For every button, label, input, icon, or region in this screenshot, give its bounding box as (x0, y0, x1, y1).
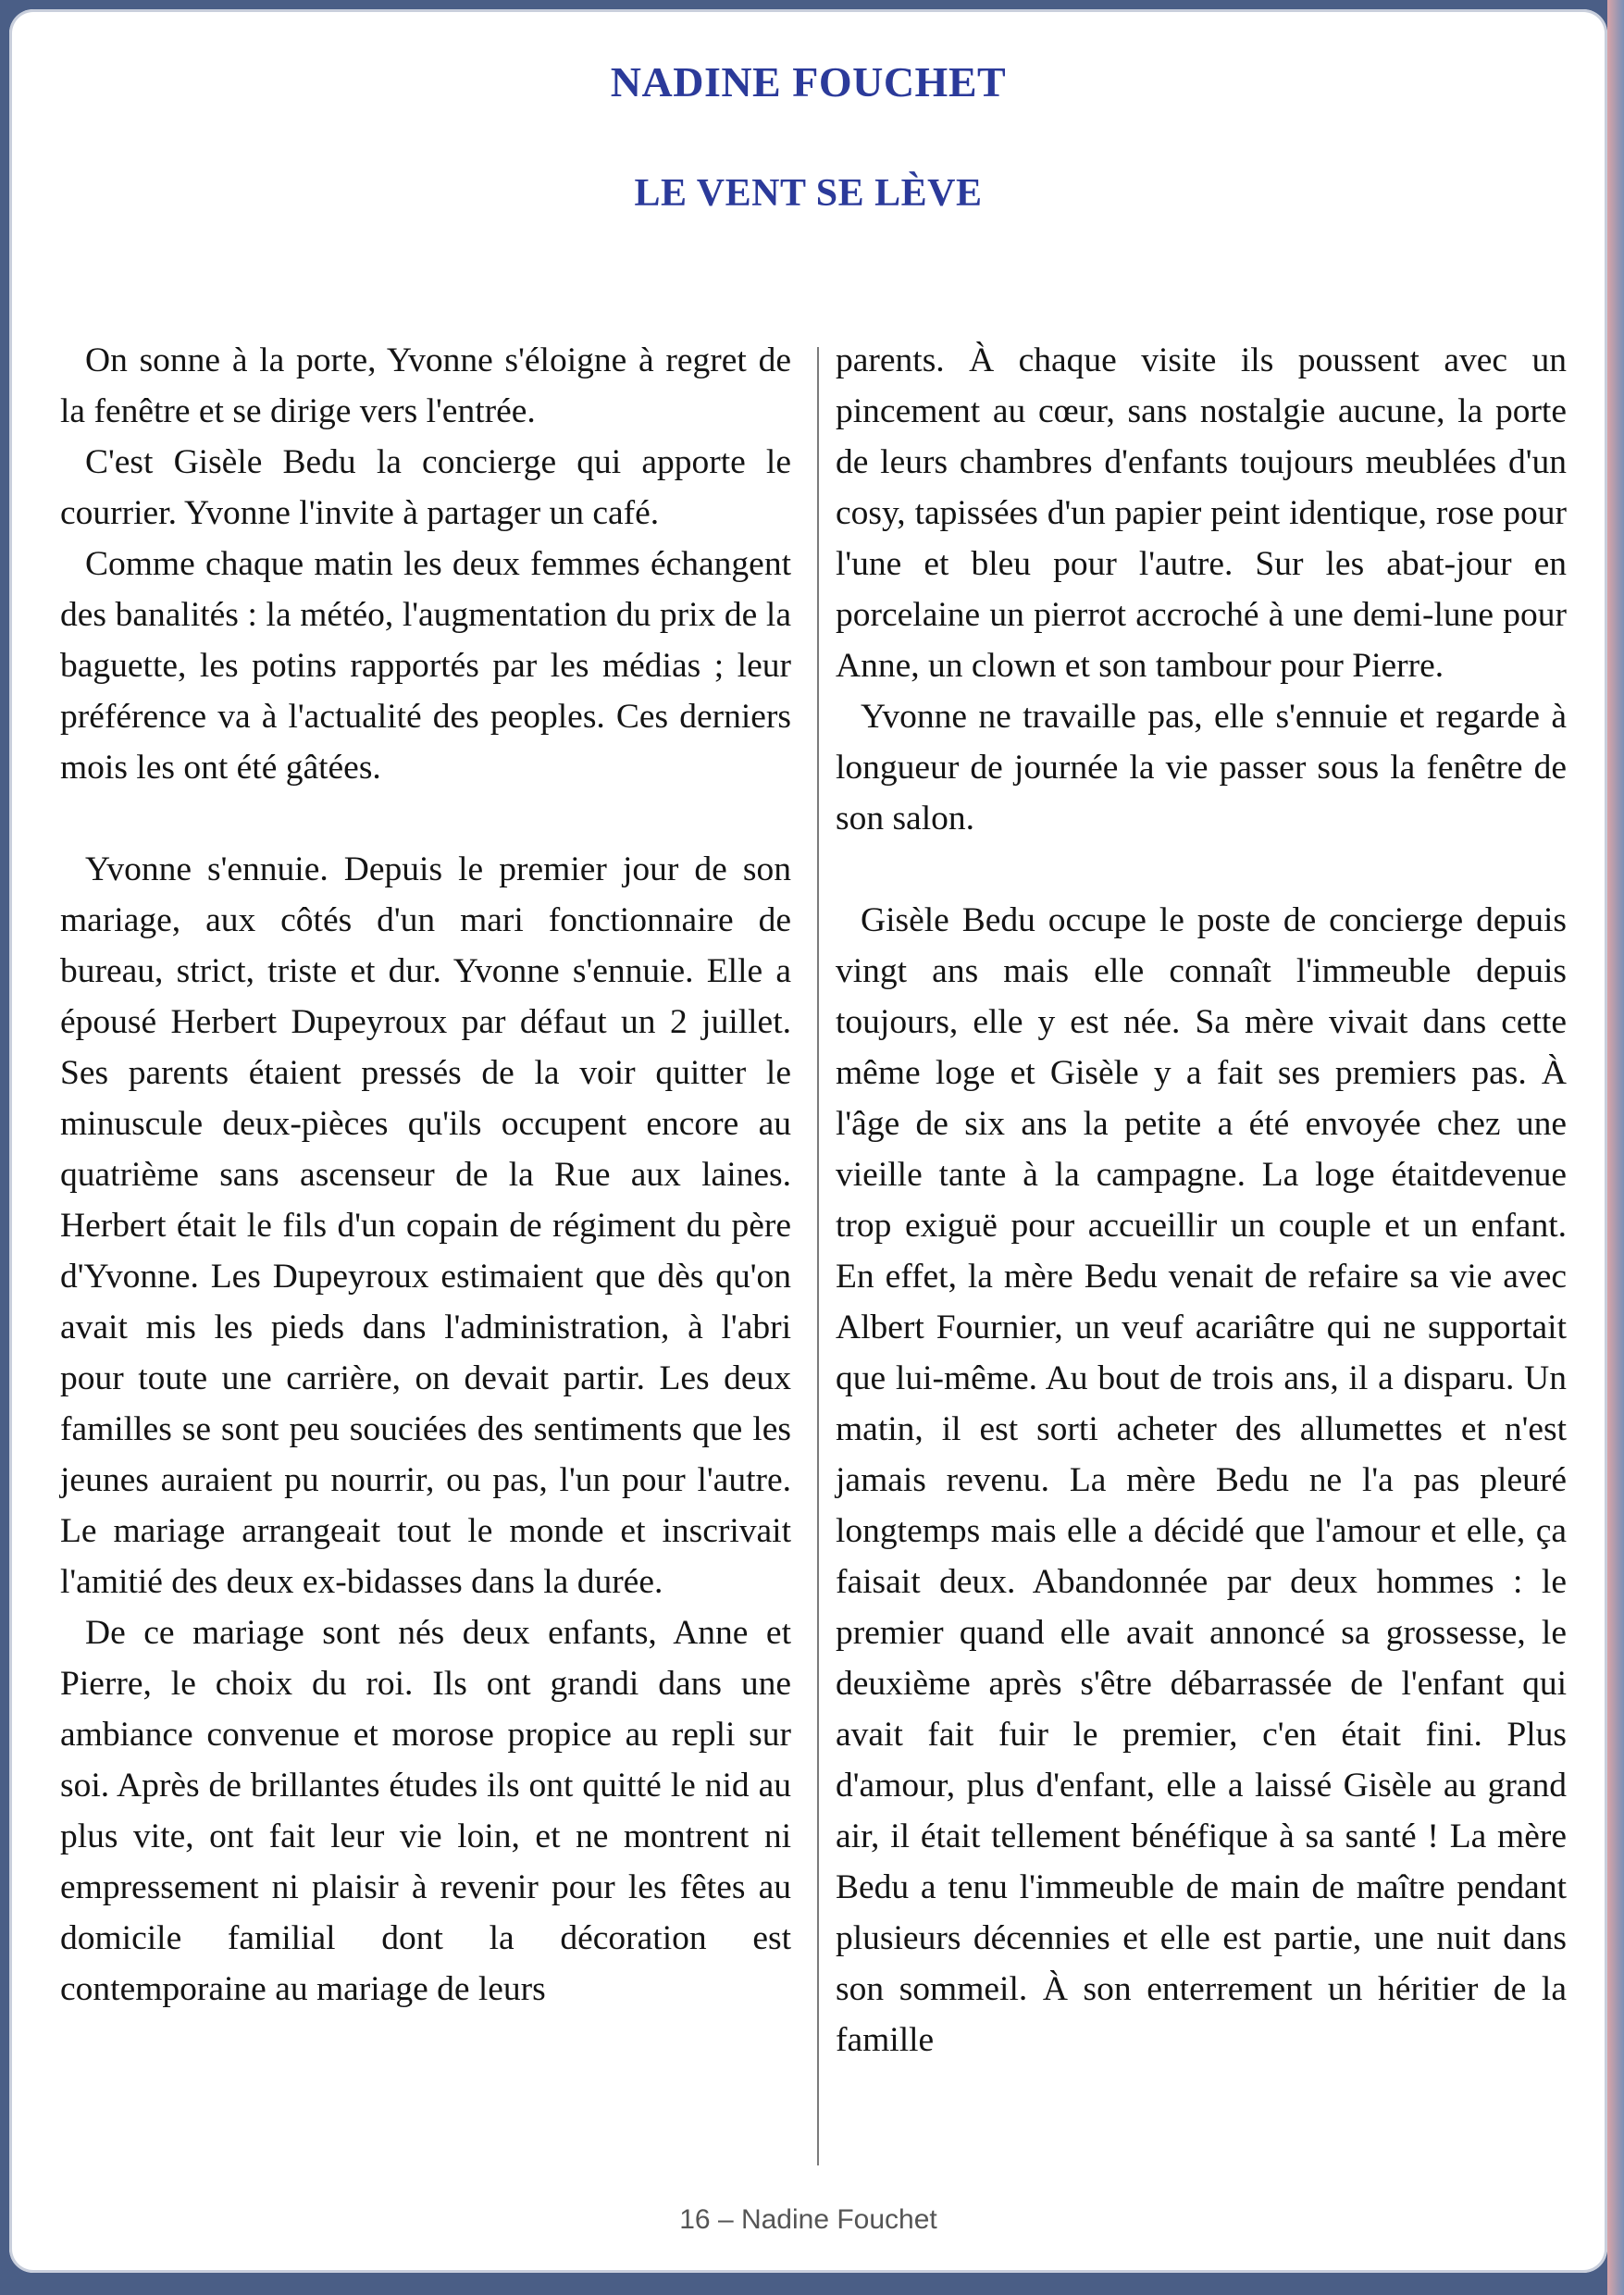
page-footer: 16 – Nadine Fouchet (679, 2204, 937, 2235)
chapter-title: LE VENT SE LÈVE (634, 172, 983, 215)
paragraph: De ce mariage sont nés deux enfants, Anne et Pierre, le choix du roi. Ils ont grandi dans une ambiance convenue et morose propice au repli sur soi. Après de brillantes études ils ont quitté le nid au plus vite, ont fait leur vie loin, et ne montrent ni empressement ni plaisir à revenir pour les fêtes au domicile familial dont la décoration est contemporaine au mariage de leurs (60, 1614, 791, 2008)
paragraph: On sonne à la porte, Yvonne s'éloigne à regret de la fenêtre et se dirige vers l'entrée. (60, 341, 791, 430)
right-column (836, 335, 1567, 2177)
paragraph: Comme chaque matin les deux femmes échangent des banalités : la météo, l'augmentation du prix de la baguette, les potins rapportés par les médias ; leur préférence va à l'actualité des peoples. Ces derniers mois les ont été gâtées. (60, 545, 791, 787)
column-divider (817, 347, 819, 2165)
paragraph: Yvonne s'ennuie. Depuis le premier jour de son mariage, aux côtés d'un mari fonctionnaire de bureau, strict, triste et dur. Yvonne s'ennuie. Elle a épousé Herbert Dupeyroux par défaut un 2 juillet. Ses parents étaient pressés de la voir quitter le minuscule deux-pièces qu'ils occupent encore au quatrième sans ascenseur de la Rue aux laines. Herbert était le fils d'un copain de régiment du père d'Yvonne. Les Dupeyroux estimaient que dès qu'on avait mis les pieds dans l'administration, à l'abri pour toute une carrière, on devait partir. Les deux familles se sont peu souciées des sentiments que les jeunes auraient pu nourrir, ou pas, l'un pour l'autre. Le mariage arrangeait tout le monde et inscrivait l'amitié des deux ex-bidasses dans la durée. (60, 850, 791, 1601)
paragraph: Yvonne ne travaille pas, elle s'ennuie et regarde à longueur de journée la vie passer sous la fenêtre de son salon. (836, 698, 1567, 837)
page-sheet (9, 9, 1607, 2273)
page-edge (1607, 0, 1624, 2295)
author-name: NADINE FOUCHET (610, 58, 1007, 105)
paragraph: Gisèle Bedu occupe le poste de concierge depuis vingt ans mais elle connaît l'immeuble depuis toujours, elle y est née. Sa mère vivait dans cette même loge et Gisèle y a fait ses premiers pas. À l'âge de six ans la petite a été envoyée chez une vieille tante à la campagne. La loge étaitdevenue trop exiguë pour accueillir un couple et un enfant. En effet, la mère Bedu venait de refaire sa vie avec Albert Fournier, un veuf acariâtre qui ne supportait que lui-même. Au bout de trois ans, il a disparu. Un matin, il est sorti acheter des allumettes et n'est jamais revenu. La mère Bedu ne l'a pas pleuré longtemps mais elle a décidé que l'amour et elle, ça faisait deux. Abandonnée par deux hommes : le premier quand elle avait annoncé sa grossesse, le deuxième après s'être débarrassée de l'enfant qui avait fait fuir le premier, c'en était fini. Plus d'amour, plus d'enfant, elle a laissé Gisèle au grand air, il était tellement bénéfique à sa santé ! La mère Bedu a tenu l'immeuble de main de maître pendant plusieurs décennies et elle est partie, une nuit dans son sommeil. À son enterrement un héritier de la famille (836, 901, 1567, 2059)
paragraph: C'est Gisèle Bedu la concierge qui apporte le courrier. Yvonne l'invite à partager un café. (60, 443, 791, 532)
left-column (60, 335, 791, 2177)
paragraph: parents. À chaque visite ils poussent avec un pincement au cœur, sans nostalgie aucune, la porte de leurs chambres d'enfants toujours meublées d'un cosy, tapissées d'un papier peint identique, rose pour l'une et bleu pour l'autre. Sur les abat-jour en porcelaine un pierrot accroché à une demi-lune pour Anne, un clown et son tambour pour Pierre. (836, 341, 1567, 685)
